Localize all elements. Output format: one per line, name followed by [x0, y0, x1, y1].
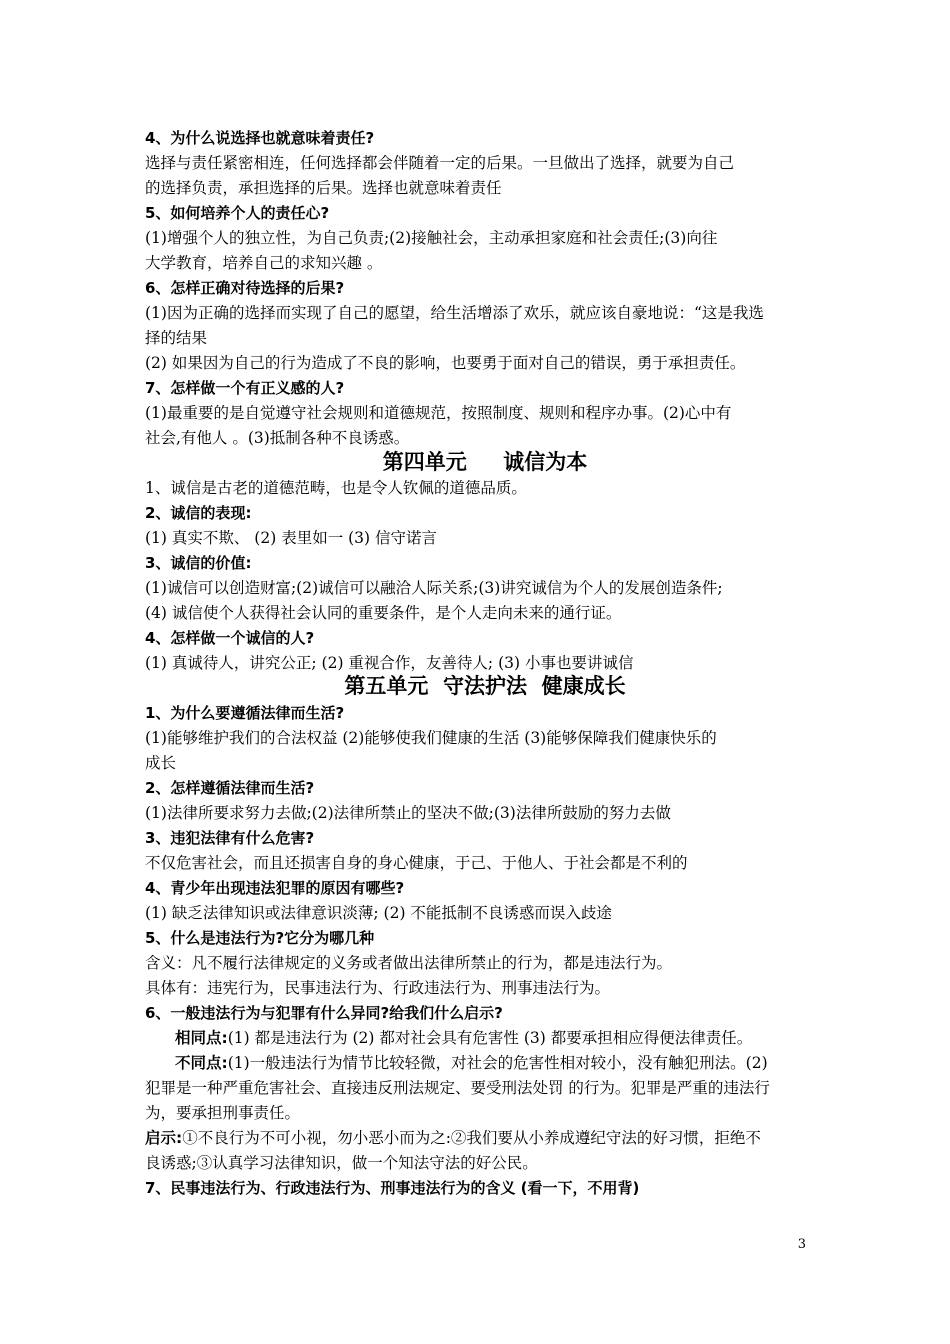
similarities-label: 相同点:	[175, 1029, 228, 1047]
question-heading: 6、一般违法行为与犯罪有什么异同?给我们什么启示?	[145, 1004, 503, 1022]
answer-text: (1)法律所要求努力去做;(2)法律所禁止的坚决不做;(3)法律所鼓励的努力去做	[145, 804, 671, 822]
question-heading: 4、怎样做一个诚信的人?	[145, 629, 315, 647]
question-heading: 2、怎样遵循法律而生活?	[145, 779, 315, 797]
answer-text: (1) 真诚待人，讲究公正; (2) 重视合作，友善待人; (3) 小事也要讲诚信	[145, 654, 634, 672]
answer-text: 良诱惑;③认真学习法律知识，做一个知法守法的好公民。	[145, 1154, 538, 1172]
answer-text: 为，要承担刑事责任。	[145, 1104, 301, 1122]
question-heading: 3、违犯法律有什么危害?	[145, 829, 315, 847]
answer-text: 的选择负责，承担选择的后果。选择也就意味着责任	[145, 179, 502, 197]
question-4-heading: 4、为什么说选择也就意味着责任?	[145, 129, 375, 147]
answer-insight	[145, 1128, 825, 1148]
insight-label: 启示:	[145, 1129, 183, 1147]
differences-text: (1)一般违法行为情节比较轻微，对社会的危害性相对较小，没有触犯刑法。(2)	[227, 1054, 768, 1072]
answer-text: (1)能够维护我们的合法权益 (2)能够使我们健康的生活 (3)能够保障我们健康快乐的	[145, 729, 717, 747]
unit-4-title: 第四单元 诚信为本	[382, 450, 588, 474]
answer-text: (2) 如果因为自己的行为造成了不良的影响，也要勇于面对自己的错误，勇于承担责任。	[145, 354, 746, 372]
question-heading: 2、诚信的表现:	[145, 504, 252, 522]
answer-text: 不仅危害社会，而且还损害自身的身心健康，于己、于他人、于社会都是不利的	[145, 854, 688, 872]
similarities-text: (1) 都是违法行为 (2) 都对社会具有危害性 (3) 都要承担相应得便法律责任。	[227, 1029, 753, 1047]
answer-text: (4) 诚信使个人获得社会认同的重要条件，是个人走向未来的通行证。	[145, 604, 622, 622]
answer-text: 择的结果	[145, 329, 208, 347]
answer-text: (1) 真实不欺、 (2) 表里如一 (3) 信守诺言	[145, 529, 438, 547]
answer-text: (1)最重要的是自觉遵守社会规则和道德规范，按照制度、规则和程序办事。(2)心中有	[145, 404, 732, 422]
statement-text: 1、诚信是古老的道德范畴，也是令人钦佩的道德品质。	[145, 479, 527, 497]
question-heading: 3、诚信的价值:	[145, 554, 252, 572]
answer-text: 选择与责任紧密相连，任何选择都会伴随着一定的后果。一旦做出了选择，就要为自己	[145, 154, 735, 172]
unit-5-title: 第五单元 守法护法 健康成长	[344, 674, 626, 698]
insight-text: ①不良行为不可小视，勿小恶小而为之:②我们要从小养成遵纪守法的好习惯，拒绝不	[182, 1129, 761, 1147]
answer-text: 社会,有他人 。(3)抵制各种不良诱惑。	[145, 429, 410, 447]
answer-text: 含义：凡不履行法律规定的义务或者做出法律所禁止的行为，都是违法行为。	[145, 954, 673, 972]
differences-label: 不同点:	[175, 1054, 228, 1072]
answer-text: 成长	[145, 754, 177, 772]
question-heading: 4、青少年出现违法犯罪的原因有哪些?	[145, 879, 405, 897]
question-7-heading: 7、怎样做一个有正义感的人?	[145, 379, 345, 397]
answer-text: (1) 缺乏法律知识或法律意识淡薄; (2) 不能抵制不良诱惑而误入歧途	[145, 904, 612, 922]
answer-differences	[145, 1053, 825, 1073]
question-heading: 5、什么是违法行为?它分为哪几种	[145, 929, 375, 947]
answer-text: (1)诚信可以创造财富;(2)诚信可以融洽人际关系;(3)讲究诚信为个人的发展创造条件;	[145, 579, 723, 597]
answer-text: (1)增强个人的独立性，为自己负责;(2)接触社会，主动承担家庭和社会责任;(3)向往	[145, 229, 718, 247]
answer-text: 犯罪是一种严重危害社会、直接违反刑法规定、要受刑法处罚 的行为。犯罪是严重的违法行	[145, 1079, 770, 1097]
answer-text: 具体有：违宪行为，民事违法行为、行政违法行为、刑事违法行为。	[145, 979, 611, 997]
answer-similarities	[145, 1028, 825, 1048]
page-number: 3	[797, 1237, 806, 1252]
question-6-heading: 6、怎样正确对待选择的后果?	[145, 279, 345, 297]
answer-text: (1)因为正确的选择而实现了自己的愿望，给生活增添了欢乐，就应该自豪地说：“这是我选	[145, 304, 764, 322]
question-heading: 1、为什么要遵循法律而生活?	[145, 704, 345, 722]
question-heading: 7、民事违法行为、行政违法行为、刑事违法行为的含义 (看一下，不用背)	[145, 1179, 640, 1197]
question-5-heading: 5、如何培养个人的责任心?	[145, 204, 330, 222]
answer-text: 大学教育，培养自己的求知兴趣 。	[145, 254, 383, 272]
